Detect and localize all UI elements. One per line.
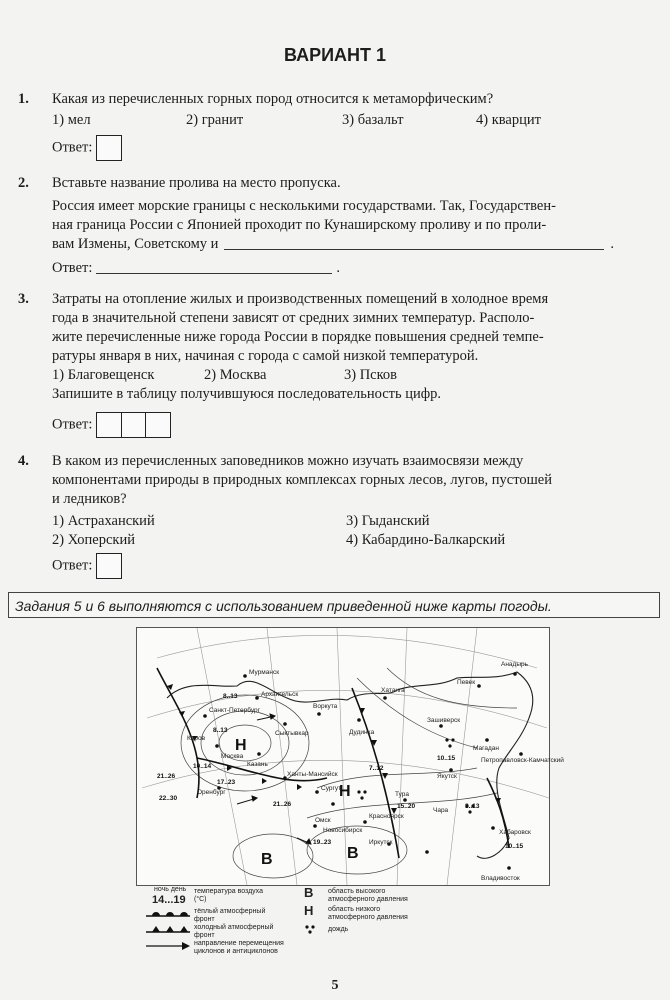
answer-box[interactable] xyxy=(96,135,122,161)
question-number: 3. xyxy=(18,291,29,307)
warm-front-icon xyxy=(146,908,190,918)
map-legend xyxy=(134,886,464,966)
city-label: Ханты-Мансийск xyxy=(287,771,338,778)
blank-line[interactable] xyxy=(224,235,604,250)
question-line: ная граница России с Японией проходит по Кунаширскому проливу и по проли- xyxy=(52,217,547,233)
high-pressure-symbol: В xyxy=(347,845,359,862)
legend-high-symbol: В xyxy=(304,885,314,900)
legend-direction: направление перемещения циклонов и антициклонов xyxy=(194,940,284,955)
temp-label: 8..13 xyxy=(223,693,238,700)
city-label: Мурманск xyxy=(249,669,280,676)
city-label: Архангельск xyxy=(261,691,299,698)
cold-front-icon xyxy=(146,924,190,934)
temp-label: 10..14 xyxy=(193,763,212,770)
question-instruction: Запишите в таблицу получившуюся последовательность цифр. xyxy=(52,386,442,402)
legend-temp-label: температура воздуха (°С) xyxy=(194,888,263,903)
temp-label: 15..20 xyxy=(397,803,416,810)
option: 1) мел xyxy=(52,112,91,128)
answer-box[interactable] xyxy=(96,553,122,579)
answer-row-3 xyxy=(52,412,170,438)
option: 1) Благовещенск xyxy=(52,367,155,383)
question-line: ратуры января в них, начиная с города с самой низкой температурой. xyxy=(52,348,479,364)
temp-label: 8..13 xyxy=(213,727,228,734)
legend-high-label: область высокого атмосферного давления xyxy=(328,888,408,903)
answer-row-2: Ответ: . xyxy=(52,260,340,276)
option: 2) Хоперский xyxy=(52,532,135,548)
pressure-symbols xyxy=(235,737,359,868)
question-line: В каком из перечисленных заповедников можно изучать взаимосвязи между xyxy=(52,453,524,469)
question-line: Россия имеет морские границы с несколькими государствами. Так, Государствен- xyxy=(52,198,556,214)
answer-row-4 xyxy=(52,553,122,579)
question-line-with-blank: вам Измены, Советскому и . xyxy=(52,236,615,252)
option: 4) кварцит xyxy=(476,112,541,128)
option: 2) Москва xyxy=(204,367,267,383)
city-label: Санкт-Петербург xyxy=(209,707,260,714)
legend-warm-front: тёплый атмосферный фронт xyxy=(194,908,266,923)
answer-row-1 xyxy=(52,135,122,161)
option: 3) базальт xyxy=(342,112,404,128)
city-label: Зашиверск xyxy=(427,717,461,724)
city-label: Чара xyxy=(433,807,449,814)
city-label: Петропавловск-Камчатский xyxy=(481,757,564,764)
weather-map xyxy=(136,627,564,886)
city-label: Киров xyxy=(187,735,206,742)
answer-grid xyxy=(96,412,170,438)
answer-label: Ответ: xyxy=(52,139,93,156)
question-2 xyxy=(18,174,658,254)
question-line: вам Измены, Советскому и xyxy=(52,236,219,252)
city-label: Сургут xyxy=(321,785,342,792)
answer-cell[interactable] xyxy=(145,412,171,438)
question-text: Какая из перечисленных горных пород относится к метаморфическим? xyxy=(52,91,494,107)
option: 4) Кабардино-Балкарский xyxy=(346,532,506,548)
options-row xyxy=(52,111,658,130)
city-label: Хатанга xyxy=(381,687,405,694)
answer-label: Ответ: xyxy=(52,557,93,574)
question-3 xyxy=(18,290,658,404)
temp-label: 8..13 xyxy=(465,803,480,810)
city-label: Магадан xyxy=(473,745,499,752)
city-label: Оренбург xyxy=(197,789,226,796)
option: 2) гранит xyxy=(186,112,244,128)
city-label: Якутск xyxy=(437,773,457,780)
temp-label: 21..26 xyxy=(157,773,176,780)
temp-label: 17..23 xyxy=(217,779,236,786)
temp-label: 21..26 xyxy=(273,801,292,808)
page-title: ВАРИАНТ 1 xyxy=(283,45,387,65)
legend-low-symbol: Н xyxy=(304,903,314,918)
question-line: года в значительной степени зависят от средних зимних температур. Располо- xyxy=(52,310,535,326)
city-label: Воркута xyxy=(313,703,338,710)
question-text: Вставьте название пролива на место пропуска. xyxy=(52,175,341,191)
temp-label: 19..23 xyxy=(313,839,332,846)
answer-label: Ответ: xyxy=(52,260,93,276)
city-label: Дудинка xyxy=(349,729,375,736)
city-label: Омск xyxy=(315,817,331,824)
direction-arrow-icon xyxy=(146,942,190,950)
options-row xyxy=(52,512,658,531)
question-number: 2. xyxy=(18,175,29,191)
option: 3) Гыданский xyxy=(346,513,430,529)
answer-label: Ответ: xyxy=(52,416,93,433)
page-number: 5 xyxy=(331,978,339,993)
options-row xyxy=(52,366,658,385)
low-pressure-symbol: Н xyxy=(339,783,351,800)
instruction-banner: Задания 5 и 6 выполняются с использованием приведенной ниже карты погоды. xyxy=(8,592,660,618)
legend-temp-sample: 14...19 xyxy=(152,894,186,906)
answer-cell[interactable] xyxy=(121,412,147,438)
high-pressure-symbol: В xyxy=(261,851,273,868)
city-label: Певек xyxy=(457,679,476,686)
option: 1) Астраханский xyxy=(52,513,155,529)
legend-cold-front: холодный атмосферный фронт xyxy=(194,924,274,939)
city-label: Москва xyxy=(221,753,244,760)
temp-label: 10..15 xyxy=(505,843,524,850)
question-number: 1. xyxy=(18,91,29,107)
question-line: компонентами природы в природных комплексах горных лесов, лугов, пустошей xyxy=(52,472,553,488)
city-label: Тура xyxy=(395,791,410,798)
question-line: Затраты на отопление жилых и производственных помещений в холодное время xyxy=(52,291,549,307)
answer-cell[interactable] xyxy=(96,412,122,438)
legend-temp-header: ночь день xyxy=(154,886,187,893)
answer-line[interactable] xyxy=(96,259,332,274)
temp-label: 22..30 xyxy=(159,795,178,802)
rain-icon xyxy=(304,924,316,934)
temp-label: 10..15 xyxy=(437,755,456,762)
options-row xyxy=(52,531,658,550)
question-1 xyxy=(18,90,658,130)
city-label: Казань xyxy=(247,761,268,768)
city-label: Новосибирск xyxy=(323,827,363,834)
question-4 xyxy=(18,452,658,550)
city-label: Иркутск xyxy=(369,839,393,846)
city-label: Красноярск xyxy=(369,813,404,820)
option: 3) Псков xyxy=(344,367,398,383)
city-label: Владивосток xyxy=(481,875,520,882)
temp-label: 7..12 xyxy=(369,765,384,772)
city-label: Хабаровск xyxy=(499,829,531,836)
legend-low-label: область низкого атмосферного давления xyxy=(328,906,408,921)
city-label: Анадырь xyxy=(501,661,529,668)
question-line: жите перечисленные ниже города России в порядке повышения средней темпе- xyxy=(52,329,544,345)
city-label: Сыктывкар xyxy=(275,730,309,737)
legend-rain-label: дождь xyxy=(328,926,349,933)
low-pressure-symbol: Н xyxy=(235,737,247,754)
question-number: 4. xyxy=(18,453,29,469)
question-line: и ледников? xyxy=(52,491,127,507)
